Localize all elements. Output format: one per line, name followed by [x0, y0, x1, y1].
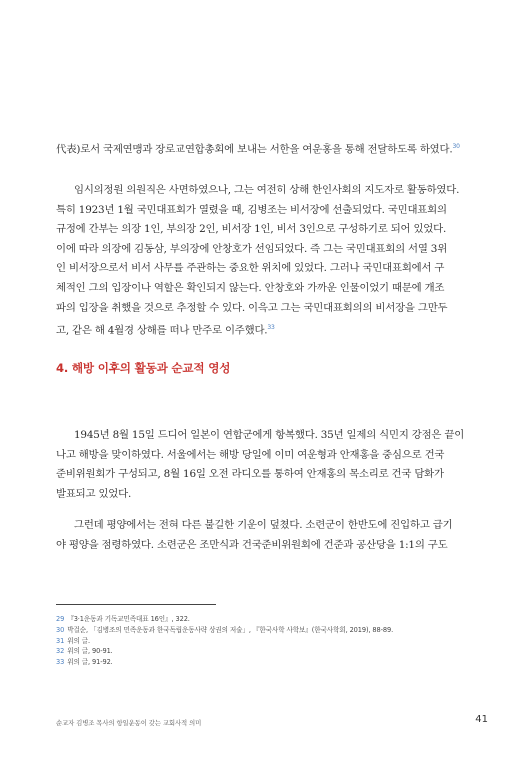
footnote-number: 30: [56, 625, 65, 634]
paragraph-liberation: [56, 426, 482, 504]
paragraph-continuation: [56, 137, 482, 160]
paragraph-line: 준비위원회가 구성되고, 8월 16일 오전 라디오를 통하여 안재홍의 목소리로 건국 담화가: [56, 468, 444, 481]
footnote-text: 위의 글.: [67, 636, 91, 645]
footnote-item: [56, 657, 486, 668]
footnote-item: [56, 636, 486, 647]
footnote-item: [56, 625, 486, 636]
paragraph-line: 고, 같은 해 4월경 상해를 떠나 만주로 이주했다.$^{33}$: [56, 324, 275, 337]
running-footer: 순교자 김병조 목사의 항일운동이 갖는 교회사적 의미: [56, 719, 202, 727]
paragraph-line: 규정에 간부는 의장 1인, 부의장 2인, 비서장 1인, 비서 3인으로 구성하기로 되어 있었다.: [56, 223, 447, 236]
footnote-divider: [56, 604, 216, 605]
footnote-number: 33: [56, 658, 65, 667]
paragraph-line: 발표되고 있었다.: [56, 487, 132, 500]
footnote-item: [56, 646, 486, 657]
page-number: 41: [475, 714, 488, 725]
paragraph-line: 그런데 평양에서는 전혀 다른 불길한 기운이 덮쳤다. 소련군이 한반도에 진입하고 급기: [74, 519, 453, 531]
footnote-text: 박걸순, 「김병조의 민족운동과 한국독립운동사략 상권의 저술」, 『한국사학 사학보』(한국사학회, 2019), 88-89.: [67, 625, 394, 634]
paragraph-provisional-assembly: [56, 181, 482, 341]
paragraph-line: 체적인 그의 입장이나 역할은 확인되지 않는다. 안창호와 가까운 인물이었기 때문에 개조: [56, 281, 445, 294]
footnote-item: [56, 614, 486, 625]
paragraph-line: 인 비서장으로서 비서 사무를 주관하는 중요한 위치에 있었다. 그러나 국민대표회에서 구: [56, 262, 445, 275]
paragraph-line: 파의 입장을 취했을 것으로 추정할 수 있다. 이윽고 그는 국민대표회의의 비서장을 그만두: [56, 301, 448, 314]
footnote-text: 위의 글, 90-91.: [67, 647, 113, 656]
paragraph-line: 임시의정원 의원직은 사면하였으나, 그는 여전히 상해 한인사회의 지도자로 활동하였다.: [74, 184, 460, 196]
paragraph-line: 야 평양을 점령하였다. 소련군은 조만식과 건국준비위원회에 건준과 공산당을 1:1의 구도: [56, 538, 448, 551]
footnotes: [56, 614, 486, 668]
footnote-text: 『3·1운동과 기독교민족대표 16인』, 322.: [67, 615, 190, 623]
paragraph-pyongyang: [56, 516, 482, 555]
footnote-text: 위의 글, 91-92.: [67, 658, 113, 667]
paragraph-line: 특히 1923년 1월 국민대표회가 열렸을 때, 김병조는 비서장에 선출되었다. 국민대표회의: [56, 203, 447, 216]
section-heading: 4. 해방 이후의 활동과 순교적 영성: [56, 361, 231, 375]
paragraph-line: 代表)로서 국제연맹과 장로교연합총회에 보내는 서한을 여운홍을 통해 전달하도록 하였다.$^{30}$: [56, 143, 460, 156]
footnote-ref[interactable]: 33: [267, 324, 275, 332]
footnote-number: 29: [56, 615, 65, 623]
paragraph-line: 이에 따라 의장에 김동삼, 부의장에 안창호가 선임되었다. 즉 그는 국민대표회의 서열 3위: [56, 242, 448, 255]
footnote-ref[interactable]: 30: [452, 143, 460, 150]
paragraph-line: 1945년 8월 15일 드디어 일본이 연합군에게 항복했다. 35년 일제의 식민지 강점은 끝이: [74, 429, 465, 441]
footnote-number: 31: [56, 636, 65, 645]
paragraph-line: 나고 해방을 맞이하였다. 서울에서는 해방 당일에 이미 여운형과 안재홍을 중심으로 건국: [56, 448, 445, 461]
footnote-number: 32: [56, 647, 65, 656]
